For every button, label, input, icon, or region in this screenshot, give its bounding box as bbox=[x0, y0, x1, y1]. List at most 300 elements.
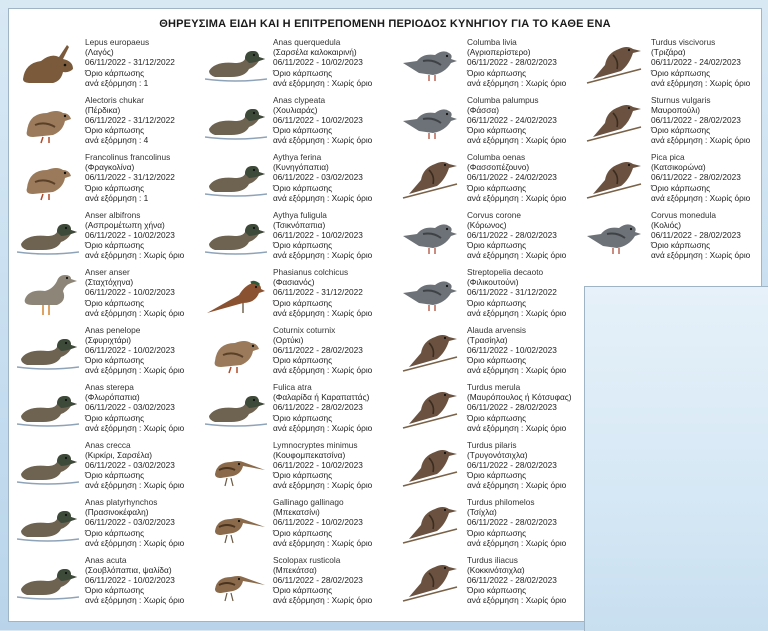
limit-label: Όριο κάρπωσης bbox=[467, 412, 527, 423]
common-name: (Χουλιαράς) bbox=[273, 104, 318, 115]
rock-dove-icon bbox=[399, 39, 461, 87]
common-name: (Κουφομπεκατσίνα) bbox=[273, 449, 346, 460]
common-name: (Πέρδικα) bbox=[85, 104, 121, 115]
jack-snipe-icon bbox=[205, 442, 267, 490]
partridge-icon bbox=[17, 97, 79, 145]
species-entry bbox=[17, 152, 197, 212]
species-entry bbox=[399, 95, 579, 155]
scientific-name: Sturnus vulgaris bbox=[651, 94, 711, 105]
magpie-icon bbox=[583, 154, 645, 202]
scientific-name: Anas clypeata bbox=[273, 94, 326, 105]
species-entry bbox=[399, 267, 579, 327]
limit-label: Όριο κάρπωσης bbox=[467, 585, 527, 596]
scientific-name: Coturnix coturnix bbox=[273, 324, 336, 335]
common-name: Μαυροπούλι) bbox=[651, 104, 700, 115]
scientific-name: Lymnocryptes minimus bbox=[273, 439, 358, 450]
limit-label: Όριο κάρπωσης bbox=[273, 527, 333, 538]
common-name: (Μαυρόπουλος ή Κότσυφας) bbox=[467, 392, 572, 403]
species-text bbox=[85, 210, 205, 261]
scientific-name: Anas querquedula bbox=[273, 37, 341, 47]
limit-label: Όριο κάρπωσης bbox=[85, 527, 145, 538]
bag-limit: ανά εξόρμηση : Χωρίς όριο bbox=[85, 537, 185, 548]
starling-icon bbox=[583, 97, 645, 145]
scientific-name: Turdus iliacus bbox=[467, 554, 518, 565]
francolin-icon bbox=[17, 154, 79, 202]
species-entry bbox=[17, 95, 197, 155]
species-text bbox=[467, 267, 587, 318]
season-dates: 06/11/2022 - 24/02/2023 bbox=[651, 57, 741, 68]
species-text bbox=[467, 382, 587, 433]
common-name: (Φραγκολίνα) bbox=[85, 162, 135, 173]
greylag-goose-icon bbox=[17, 269, 79, 317]
scientific-name: Scolopax rusticola bbox=[273, 554, 341, 565]
season-dates: 06/11/2022 - 28/02/2023 bbox=[467, 229, 557, 240]
common-name: (Μπεκατσίνι) bbox=[273, 507, 320, 518]
species-text bbox=[85, 325, 205, 376]
limit-label: Όριο κάρπωσης bbox=[467, 182, 527, 193]
limit-label: Όριο κάρπωσης bbox=[651, 240, 711, 251]
common-name: (Πρασινοκέφαλη) bbox=[85, 507, 149, 518]
bag-limit: ανά εξόρμηση : Χωρίς όριο bbox=[467, 250, 567, 261]
bag-limit: ανά εξόρμηση : Χωρίς όριο bbox=[467, 365, 567, 376]
scientific-name: Fulica atra bbox=[273, 382, 312, 392]
season-dates: 06/11/2022 - 10/02/2023 bbox=[273, 517, 363, 528]
bag-limit: ανά εξόρμηση : Χωρίς όριο bbox=[467, 422, 567, 433]
limit-label: Όριο κάρπωσης bbox=[273, 355, 333, 366]
season-dates: 06/11/2022 - 10/02/2023 bbox=[273, 459, 363, 470]
scientific-name: Turdus philomelos bbox=[467, 497, 535, 507]
limit-label: Όριο κάρπωσης bbox=[467, 527, 527, 538]
species-entry bbox=[17, 267, 197, 327]
collared-dove-icon bbox=[399, 269, 461, 317]
rock-dove-icon bbox=[399, 39, 461, 87]
species-entry bbox=[583, 95, 763, 155]
limit-label: Όριο κάρπωσης bbox=[85, 182, 145, 193]
species-entry bbox=[205, 440, 385, 500]
limit-label: Όριο κάρπωσης bbox=[85, 585, 145, 596]
season-dates: 06/11/2022 - 03/02/2023 bbox=[85, 459, 175, 470]
scientific-name: Anas crecca bbox=[85, 439, 131, 450]
common-name: (Τρυγονότσιχλα) bbox=[467, 449, 528, 460]
season-dates: 06/11/2022 - 10/02/2023 bbox=[467, 344, 557, 355]
jackdaw-icon bbox=[583, 212, 645, 260]
season-dates: 06/11/2022 - 10/02/2023 bbox=[85, 229, 175, 240]
bag-limit: ανά εξόρμηση : Χωρίς όριο bbox=[273, 135, 373, 146]
scientific-name: Columba oenas bbox=[467, 152, 526, 162]
wigeon-icon bbox=[17, 327, 79, 375]
bag-limit: ανά εξόρμηση : Χωρίς όριο bbox=[651, 77, 751, 88]
species-entry bbox=[17, 210, 197, 270]
pheasant-icon bbox=[205, 269, 267, 317]
common-name: (Σταχτόχηνα) bbox=[85, 277, 134, 288]
species-entry bbox=[399, 382, 579, 442]
species-text bbox=[273, 382, 393, 433]
redwing-icon bbox=[399, 557, 461, 605]
limit-label: Όριο κάρπωσης bbox=[467, 470, 527, 481]
common-name: (Κατσικορώνα) bbox=[651, 162, 706, 173]
season-dates: 06/11/2022 - 28/02/2023 bbox=[651, 114, 741, 125]
skylark-icon bbox=[399, 327, 461, 375]
species-entry bbox=[399, 152, 579, 212]
season-dates: 06/11/2022 - 10/02/2023 bbox=[273, 114, 363, 125]
limit-label: Όριο κάρπωσης bbox=[273, 412, 333, 423]
woodcock-icon bbox=[205, 557, 267, 605]
blackbird-icon bbox=[399, 384, 461, 432]
common-name: (Φιλικουτούνι) bbox=[467, 277, 519, 288]
season-dates: 06/11/2022 - 10/02/2023 bbox=[85, 287, 175, 298]
common-name: (Μπεκάτσα) bbox=[273, 564, 317, 575]
species-entry bbox=[205, 37, 385, 97]
season-dates: 06/11/2022 - 28/02/2023 bbox=[467, 574, 557, 585]
season-dates: 06/11/2022 - 10/02/2023 bbox=[85, 344, 175, 355]
partridge-icon bbox=[17, 97, 79, 145]
scientific-name: Phasianus colchicus bbox=[273, 267, 349, 277]
greylag-goose-icon bbox=[17, 269, 79, 317]
tufted-duck-icon bbox=[205, 212, 267, 260]
species-entry bbox=[205, 152, 385, 212]
common-name: (Τρασίηλα) bbox=[467, 334, 508, 345]
common-name: (Φλωρόπαπια) bbox=[85, 392, 140, 403]
limit-label: Όριο κάρπωσης bbox=[85, 125, 145, 136]
season-dates: 06/11/2022 - 31/12/2022 bbox=[467, 287, 557, 298]
goose-icon bbox=[17, 212, 79, 260]
limit-label: Όριο κάρπωσης bbox=[273, 585, 333, 596]
species-entry bbox=[399, 37, 579, 97]
collared-dove-icon bbox=[399, 269, 461, 317]
scientific-name: Turdus pilaris bbox=[467, 439, 517, 450]
teal-icon bbox=[17, 442, 79, 490]
starling-icon bbox=[583, 97, 645, 145]
species-text bbox=[273, 555, 393, 606]
bag-limit: ανά εξόρμηση : Χωρίς όριο bbox=[273, 595, 373, 606]
scientific-name: Alectoris chukar bbox=[85, 94, 145, 105]
common-name: (Σφυριχτάρι) bbox=[85, 334, 132, 345]
scientific-name: Aythya fuligula bbox=[273, 209, 327, 220]
season-dates: 06/11/2022 - 31/12/2022 bbox=[273, 287, 363, 298]
species-entry bbox=[583, 37, 763, 97]
scientific-name: Corvus monedula bbox=[651, 209, 717, 220]
common-name: (Ορτύκι) bbox=[273, 334, 304, 345]
species-entry bbox=[399, 555, 579, 615]
common-name: (Κολιός) bbox=[651, 219, 682, 230]
species-text bbox=[85, 555, 205, 606]
bag-limit: ανά εξόρμηση : Χωρίς όριο bbox=[85, 250, 185, 261]
limit-label: Όριο κάρπωσης bbox=[651, 67, 711, 78]
bag-limit: ανά εξόρμηση : Χωρίς όριο bbox=[273, 77, 373, 88]
species-text bbox=[651, 37, 768, 88]
scientific-name: Corvus corone bbox=[467, 209, 521, 220]
scientific-name: Anas platyrhynchos bbox=[85, 497, 158, 507]
species-text bbox=[85, 267, 205, 318]
magpie-icon bbox=[583, 154, 645, 202]
species-entry bbox=[17, 440, 197, 500]
shoveler-icon bbox=[205, 97, 267, 145]
species-text bbox=[651, 152, 768, 203]
coot-icon bbox=[205, 384, 267, 432]
common-name: (Κόρωνος) bbox=[467, 219, 507, 230]
species-text bbox=[85, 37, 205, 88]
species-entry bbox=[17, 325, 197, 385]
species-text bbox=[273, 497, 393, 548]
scientific-name: Turdus merula bbox=[467, 382, 521, 392]
bag-limit: ανά εξόρμηση : Χωρίς όριο bbox=[273, 192, 373, 203]
shoveler-icon bbox=[205, 97, 267, 145]
bag-limit: ανά εξόρμηση : Χωρίς όριο bbox=[85, 595, 185, 606]
snipe-icon bbox=[205, 499, 267, 547]
species-text bbox=[85, 95, 205, 146]
limit-label: Όριο κάρπωσης bbox=[467, 125, 527, 136]
limit-label: Όριο κάρπωσης bbox=[467, 355, 527, 366]
season-dates: 06/11/2022 - 28/02/2023 bbox=[273, 574, 363, 585]
bag-limit: ανά εξόρμηση : Χωρίς όριο bbox=[273, 250, 373, 261]
scientific-name: Lepus europaeus bbox=[85, 37, 150, 47]
wood-pigeon-icon bbox=[399, 97, 461, 145]
quail-icon bbox=[205, 327, 267, 375]
limit-label: Όριο κάρπωσης bbox=[273, 67, 333, 78]
tufted-duck-icon bbox=[205, 212, 267, 260]
francolin-icon bbox=[17, 154, 79, 202]
limit-label: Όριο κάρπωσης bbox=[651, 125, 711, 136]
season-dates: 06/11/2022 - 03/02/2023 bbox=[273, 172, 363, 183]
species-text bbox=[467, 210, 587, 261]
species-text bbox=[85, 382, 205, 433]
bag-limit: ανά εξόρμηση : Χωρίς όριο bbox=[467, 537, 567, 548]
species-entry bbox=[205, 555, 385, 615]
wood-pigeon-icon bbox=[399, 97, 461, 145]
bag-limit: ανά εξόρμηση : Χωρίς όριο bbox=[85, 307, 185, 318]
common-name: (Φάσσα) bbox=[467, 104, 499, 115]
species-entry bbox=[205, 325, 385, 385]
species-text bbox=[467, 325, 587, 376]
species-entry bbox=[205, 210, 385, 270]
limit-label: Όριο κάρπωσης bbox=[85, 355, 145, 366]
common-name: (Λαγός) bbox=[85, 47, 114, 58]
common-name: (Φασιανός) bbox=[273, 277, 315, 288]
bag-limit: ανά εξόρμηση : Χωρίς όριο bbox=[467, 595, 567, 606]
bag-limit: ανά εξόρμηση : Χωρίς όριο bbox=[273, 537, 373, 548]
common-name: (Ασπρομέτωπη χήνα) bbox=[85, 219, 165, 230]
common-name: (Σαρσέλα καλοκαιρινή) bbox=[273, 47, 357, 58]
species-text bbox=[273, 440, 393, 491]
crow-icon bbox=[399, 212, 461, 260]
species-text bbox=[467, 37, 587, 88]
season-dates: 06/11/2022 - 31/12/2022 bbox=[85, 57, 175, 68]
pintail-icon bbox=[17, 557, 79, 605]
bag-limit: ανά εξόρμηση : Χωρίς όριο bbox=[273, 365, 373, 376]
species-entry bbox=[583, 152, 763, 212]
limit-label: Όριο κάρπωσης bbox=[651, 182, 711, 193]
bag-limit: ανά εξόρμηση : Χωρίς όριο bbox=[273, 422, 373, 433]
limit-label: Όριο κάρπωσης bbox=[85, 297, 145, 308]
bag-limit: ανά εξόρμηση : Χωρίς όριο bbox=[651, 250, 751, 261]
common-name: (Σουβλόπαπια, ψαλίδα) bbox=[85, 564, 172, 575]
common-name: (Κοκκινότσιχλα) bbox=[467, 564, 525, 575]
species-entry bbox=[205, 497, 385, 557]
blackbird-icon bbox=[399, 384, 461, 432]
scientific-name: Anas sterepa bbox=[85, 382, 134, 392]
species-entry bbox=[399, 440, 579, 500]
gadwall-icon bbox=[17, 384, 79, 432]
teal-icon bbox=[17, 442, 79, 490]
season-dates: 06/11/2022 - 10/02/2023 bbox=[273, 57, 363, 68]
species-text bbox=[273, 37, 393, 88]
quail-icon bbox=[205, 327, 267, 375]
season-dates: 06/11/2022 - 31/12/2022 bbox=[85, 114, 175, 125]
stock-dove-icon bbox=[399, 154, 461, 202]
species-text bbox=[273, 95, 393, 146]
scientific-name: Turdus viscivorus bbox=[651, 37, 716, 47]
mallard-icon bbox=[17, 499, 79, 547]
species-entry bbox=[17, 555, 197, 615]
scientific-name: Francolinus francolinus bbox=[85, 152, 171, 162]
limit-label: Όριο κάρπωσης bbox=[273, 470, 333, 481]
limit-label: Όριο κάρπωσης bbox=[273, 297, 333, 308]
season-dates: 06/11/2022 - 28/02/2023 bbox=[467, 57, 557, 68]
season-dates: 06/11/2022 - 28/02/2023 bbox=[467, 402, 557, 413]
species-text bbox=[467, 497, 587, 548]
bag-limit: ανά εξόρμηση : 4 bbox=[85, 135, 149, 146]
goose-icon bbox=[17, 212, 79, 260]
bag-limit: ανά εξόρμηση : Χωρίς όριο bbox=[467, 77, 567, 88]
species-text bbox=[467, 440, 587, 491]
species-text bbox=[467, 95, 587, 146]
limit-label: Όριο κάρπωσης bbox=[85, 67, 145, 78]
limit-label: Όριο κάρπωσης bbox=[85, 240, 145, 251]
limit-label: Όριο κάρπωσης bbox=[273, 182, 333, 193]
scientific-name: Anas acuta bbox=[85, 554, 127, 565]
species-text bbox=[651, 210, 768, 261]
redwing-icon bbox=[399, 557, 461, 605]
limit-label: Όριο κάρπωσης bbox=[273, 125, 333, 136]
species-entry bbox=[399, 497, 579, 557]
scientific-name: Streptopelia decaoto bbox=[467, 267, 544, 277]
common-name: (Αγριοπερίστερο) bbox=[467, 47, 531, 58]
scientific-name: Aythya ferina bbox=[273, 152, 322, 162]
species-text bbox=[467, 555, 587, 606]
wigeon-icon bbox=[17, 327, 79, 375]
scientific-name: Columba livia bbox=[467, 37, 517, 47]
species-text bbox=[85, 152, 205, 203]
species-entry bbox=[399, 210, 579, 270]
jackdaw-icon bbox=[583, 212, 645, 260]
pochard-icon bbox=[205, 154, 267, 202]
bag-limit: ανά εξόρμηση : Χωρίς όριο bbox=[467, 192, 567, 203]
gadwall-icon bbox=[17, 384, 79, 432]
limit-label: Όριο κάρπωσης bbox=[467, 240, 527, 251]
bag-limit: ανά εξόρμηση : 1 bbox=[85, 192, 149, 203]
season-dates: 06/11/2022 - 24/02/2023 bbox=[467, 172, 557, 183]
limit-label: Όριο κάρπωσης bbox=[467, 67, 527, 78]
pheasant-icon bbox=[205, 269, 267, 317]
song-thrush-icon bbox=[399, 499, 461, 547]
limit-label: Όριο κάρπωσης bbox=[273, 240, 333, 251]
bag-limit: ανά εξόρμηση : Χωρίς όριο bbox=[651, 192, 751, 203]
bag-limit: ανά εξόρμηση : Χωρίς όριο bbox=[651, 135, 751, 146]
species-text bbox=[273, 152, 393, 203]
bag-limit: ανά εξόρμηση : Χωρίς όριο bbox=[273, 480, 373, 491]
skylark-icon bbox=[399, 327, 461, 375]
species-entry bbox=[399, 325, 579, 385]
species-text bbox=[467, 152, 587, 203]
bag-limit: ανά εξόρμηση : Χωρίς όριο bbox=[273, 307, 373, 318]
common-name: (Κιρκίρι, Σαρσέλα) bbox=[85, 449, 153, 460]
jack-snipe-icon bbox=[205, 442, 267, 490]
fieldfare-icon bbox=[399, 442, 461, 490]
common-name: (Τσικνόπαπια) bbox=[273, 219, 326, 230]
pintail-icon bbox=[17, 557, 79, 605]
species-text bbox=[273, 325, 393, 376]
limit-label: Όριο κάρπωσης bbox=[467, 297, 527, 308]
mistle-thrush-icon bbox=[583, 39, 645, 87]
season-dates: 06/11/2022 - 10/02/2023 bbox=[273, 229, 363, 240]
mistle-thrush-icon bbox=[583, 39, 645, 87]
scientific-name: Pica pica bbox=[651, 152, 685, 162]
season-dates: 06/11/2022 - 28/02/2023 bbox=[467, 517, 557, 528]
woodcock-icon bbox=[205, 557, 267, 605]
species-entry bbox=[205, 267, 385, 327]
pochard-icon bbox=[205, 154, 267, 202]
bag-limit: ανά εξόρμηση : Χωρίς όριο bbox=[85, 365, 185, 376]
bag-limit: ανά εξόρμηση : Χωρίς όριο bbox=[467, 480, 567, 491]
species-text bbox=[85, 497, 205, 548]
coot-icon bbox=[205, 384, 267, 432]
season-dates: 06/11/2022 - 03/02/2023 bbox=[85, 517, 175, 528]
snipe-icon bbox=[205, 499, 267, 547]
season-dates: 06/11/2022 - 28/02/2023 bbox=[651, 172, 741, 183]
common-name: (Κυνηγόπαπια) bbox=[273, 162, 329, 173]
garganey-icon bbox=[205, 39, 267, 87]
species-entry bbox=[205, 95, 385, 155]
page-title: ΘΗΡΕΥΣΙΜΑ ΕΙΔΗ ΚΑΙ Η ΕΠΙΤΡΕΠΟΜΕΝΗ ΠΕΡΙΟΔΟΣ ΚΥΝΗΓΙΟΥ ΓΙΑ ΤΟ ΚΑΘΕ ΕΝΑ bbox=[159, 18, 611, 30]
scientific-name: Anser albifrons bbox=[85, 209, 141, 220]
scientific-name: Anser anser bbox=[85, 267, 130, 277]
common-name: (Τριζάρα) bbox=[651, 47, 686, 58]
season-dates: 06/11/2022 - 28/02/2023 bbox=[273, 402, 363, 413]
bag-limit: ανά εξόρμηση : Χωρίς όριο bbox=[467, 307, 567, 318]
bag-limit: ανά εξόρμηση : Χωρίς όριο bbox=[85, 480, 185, 491]
scientific-name: Gallinago gallinago bbox=[273, 497, 344, 507]
season-dates: 06/11/2022 - 28/02/2023 bbox=[651, 229, 741, 240]
limit-label: Όριο κάρπωσης bbox=[85, 470, 145, 481]
scientific-name: Columba palumpus bbox=[467, 94, 539, 105]
species-text bbox=[273, 210, 393, 261]
limit-label: Όριο κάρπωσης bbox=[85, 412, 145, 423]
garganey-icon bbox=[205, 39, 267, 87]
mallard-icon bbox=[17, 499, 79, 547]
common-name: (Φασσοπέζουνο) bbox=[467, 162, 530, 173]
hare-icon bbox=[17, 39, 79, 87]
scientific-name: Alauda arvensis bbox=[467, 324, 527, 335]
bag-limit: ανά εξόρμηση : Χωρίς όριο bbox=[467, 135, 567, 146]
species-entry bbox=[205, 382, 385, 442]
species-text bbox=[651, 95, 768, 146]
stock-dove-icon bbox=[399, 154, 461, 202]
bag-limit: ανά εξόρμηση : Χωρίς όριο bbox=[85, 422, 185, 433]
species-entry bbox=[17, 497, 197, 557]
bag-limit: ανά εξόρμηση : 1 bbox=[85, 77, 149, 88]
species-entry bbox=[17, 382, 197, 442]
season-dates: 06/11/2022 - 28/02/2023 bbox=[273, 344, 363, 355]
species-text bbox=[85, 440, 205, 491]
season-dates: 06/11/2022 - 24/02/2023 bbox=[467, 114, 557, 125]
species-entry bbox=[583, 210, 763, 270]
season-dates: 06/11/2022 - 03/02/2023 bbox=[85, 402, 175, 413]
season-dates: 06/11/2022 - 28/02/2023 bbox=[467, 459, 557, 470]
crow-icon bbox=[399, 212, 461, 260]
season-dates: 06/11/2022 - 31/12/2022 bbox=[85, 172, 175, 183]
common-name: (Φαλαρίδα ή Καραπαττάς) bbox=[273, 392, 370, 403]
species-entry bbox=[17, 37, 197, 97]
